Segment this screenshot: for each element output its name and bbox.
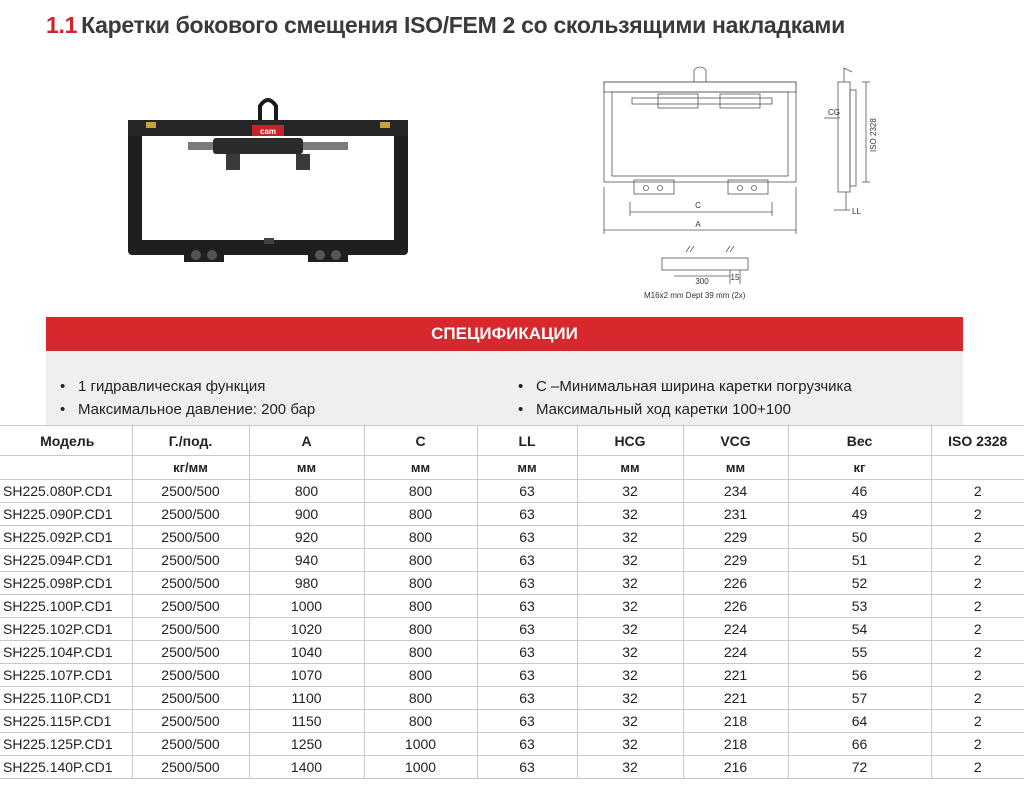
table-cell: 800 (364, 503, 477, 526)
table-cell: 800 (364, 572, 477, 595)
table-cell: 800 (249, 480, 364, 503)
table-cell: 46 (788, 480, 931, 503)
table-cell: 2 (931, 641, 1024, 664)
table-cell: 218 (683, 733, 788, 756)
table-cell: 32 (577, 526, 683, 549)
table-cell: 63 (477, 480, 577, 503)
col-unit: кг/мм (132, 456, 249, 480)
table-cell: 32 (577, 503, 683, 526)
model-cell: SH225.104P.CD1 (0, 641, 132, 664)
table-cell: 234 (683, 480, 788, 503)
table-cell: 49 (788, 503, 931, 526)
table-cell: 63 (477, 664, 577, 687)
dim-15: 15 (730, 273, 740, 282)
table-cell: 229 (683, 526, 788, 549)
table-cell: 2 (931, 526, 1024, 549)
table-cell: 2 (931, 549, 1024, 572)
model-cell: SH225.102P.CD1 (0, 618, 132, 641)
table-cell: 800 (364, 618, 477, 641)
table-cell: 55 (788, 641, 931, 664)
model-cell: SH225.092P.CD1 (0, 526, 132, 549)
table-cell: 1150 (249, 710, 364, 733)
col-header: ISO 2328 (931, 426, 1024, 456)
col-unit: мм (683, 456, 788, 480)
dim-note: M16x2 mm Dept 39 mm (2x) (644, 291, 746, 300)
col-header: HCG (577, 426, 683, 456)
col-unit (931, 456, 1024, 480)
table-row (0, 664, 1024, 687)
table-cell: 2 (931, 572, 1024, 595)
product-photo (118, 92, 418, 277)
table-cell: 800 (364, 595, 477, 618)
spec-item: • C –Минимальная ширина каретки погрузчика (518, 378, 852, 395)
table-cell: 64 (788, 710, 931, 733)
dim-300: 300 (695, 277, 709, 286)
table-cell: 66 (788, 733, 931, 756)
table-cell: 32 (577, 595, 683, 618)
technical-drawing (590, 62, 890, 307)
dim-iso: ISO 2328 (869, 118, 878, 152)
table-cell: 224 (683, 641, 788, 664)
table-row (0, 710, 1024, 733)
table-cell: 1100 (249, 687, 364, 710)
model-cell: SH225.090P.CD1 (0, 503, 132, 526)
table-cell: 2500/500 (132, 618, 249, 641)
table-cell: 63 (477, 595, 577, 618)
table-cell: 229 (683, 549, 788, 572)
col-header: Г./под. (132, 426, 249, 456)
table-cell: 1070 (249, 664, 364, 687)
table-row (0, 572, 1024, 595)
table-cell: 63 (477, 733, 577, 756)
spec-item: • 1 гидравлическая функция (60, 378, 266, 395)
table-cell: 920 (249, 526, 364, 549)
section-number: 1.1 (46, 12, 78, 38)
table-cell: 2500/500 (132, 480, 249, 503)
table-cell: 1040 (249, 641, 364, 664)
col-unit: мм (477, 456, 577, 480)
table-row (0, 641, 1024, 664)
model-cell: SH225.115P.CD1 (0, 710, 132, 733)
table-cell: 224 (683, 618, 788, 641)
table-cell: 52 (788, 572, 931, 595)
table-cell: 226 (683, 595, 788, 618)
table-cell: 800 (364, 641, 477, 664)
specs-table (0, 425, 1024, 779)
model-cell: SH225.098P.CD1 (0, 572, 132, 595)
table-row (0, 480, 1024, 503)
table-row (0, 756, 1024, 779)
table-cell: 2500/500 (132, 756, 249, 779)
table-row (0, 595, 1024, 618)
table-row (0, 526, 1024, 549)
page-title (46, 12, 845, 39)
col-unit: мм (249, 456, 364, 480)
table-cell: 32 (577, 572, 683, 595)
brand-logo: cam (259, 127, 277, 136)
table-cell: 2500/500 (132, 664, 249, 687)
model-cell: SH225.107P.CD1 (0, 664, 132, 687)
col-unit (0, 456, 132, 480)
table-cell: 63 (477, 756, 577, 779)
table-cell: 32 (577, 480, 683, 503)
table-cell: 63 (477, 572, 577, 595)
table-row (0, 503, 1024, 526)
table-cell: 32 (577, 687, 683, 710)
table-cell: 63 (477, 687, 577, 710)
table-cell: 2500/500 (132, 641, 249, 664)
table-cell: 800 (364, 710, 477, 733)
col-header: C (364, 426, 477, 456)
model-cell: SH225.125P.CD1 (0, 733, 132, 756)
table-cell: 50 (788, 526, 931, 549)
table-cell: 1000 (249, 595, 364, 618)
table-cell: 800 (364, 664, 477, 687)
dim-c: C (695, 201, 701, 210)
specs-heading: СПЕЦИФИКАЦИИ (46, 317, 963, 351)
table-cell: 57 (788, 687, 931, 710)
model-cell: SH225.080P.CD1 (0, 480, 132, 503)
col-header: Вес (788, 426, 931, 456)
table-cell: 32 (577, 733, 683, 756)
table-header-row (0, 426, 1024, 456)
table-cell: 2500/500 (132, 733, 249, 756)
table-cell: 56 (788, 664, 931, 687)
table-cell: 980 (249, 572, 364, 595)
table-cell: 32 (577, 618, 683, 641)
table-cell: 221 (683, 687, 788, 710)
dim-a: A (695, 220, 701, 229)
dim-ll: LL (852, 207, 861, 216)
table-cell: 63 (477, 618, 577, 641)
table-cell: 32 (577, 549, 683, 572)
table-cell: 2500/500 (132, 549, 249, 572)
table-row (0, 549, 1024, 572)
table-cell: 231 (683, 503, 788, 526)
table-cell: 218 (683, 710, 788, 733)
table-cell: 2500/500 (132, 503, 249, 526)
dim-cg: CG (828, 108, 840, 117)
table-cell: 226 (683, 572, 788, 595)
table-cell: 216 (683, 756, 788, 779)
table-cell: 1400 (249, 756, 364, 779)
table-cell: 32 (577, 756, 683, 779)
col-header: VCG (683, 426, 788, 456)
spec-item: • Максимальный ход каретки 100+100 (518, 401, 791, 418)
table-cell: 72 (788, 756, 931, 779)
model-cell: SH225.110P.CD1 (0, 687, 132, 710)
table-cell: 2500/500 (132, 526, 249, 549)
table-cell: 32 (577, 641, 683, 664)
table-cell: 2 (931, 480, 1024, 503)
model-cell: SH225.094P.CD1 (0, 549, 132, 572)
col-header: A (249, 426, 364, 456)
table-units-row (0, 456, 1024, 480)
table-cell: 800 (364, 687, 477, 710)
table-cell: 2 (931, 687, 1024, 710)
model-cell: SH225.140P.CD1 (0, 756, 132, 779)
table-cell: 2 (931, 710, 1024, 733)
table-cell: 53 (788, 595, 931, 618)
table-cell: 63 (477, 641, 577, 664)
table-cell: 221 (683, 664, 788, 687)
table-row (0, 687, 1024, 710)
table-cell: 2500/500 (132, 710, 249, 733)
section-title: Каретки бокового смещения ISO/FEM 2 со скользящими накладками (81, 12, 845, 38)
table-cell: 2 (931, 503, 1024, 526)
table-cell: 51 (788, 549, 931, 572)
table-cell: 2500/500 (132, 572, 249, 595)
table-cell: 2 (931, 595, 1024, 618)
table-cell: 800 (364, 480, 477, 503)
table-cell: 940 (249, 549, 364, 572)
table-cell: 2 (931, 618, 1024, 641)
col-unit: кг (788, 456, 931, 480)
spec-item: • Максимальное давление: 200 бар (60, 401, 316, 418)
table-cell: 800 (364, 526, 477, 549)
table-cell: 32 (577, 710, 683, 733)
table-cell: 2500/500 (132, 687, 249, 710)
table-cell: 2 (931, 733, 1024, 756)
table-cell: 900 (249, 503, 364, 526)
table-cell: 32 (577, 664, 683, 687)
table-cell: 1250 (249, 733, 364, 756)
table-cell: 63 (477, 710, 577, 733)
table-cell: 2 (931, 756, 1024, 779)
table-cell: 54 (788, 618, 931, 641)
table-cell: 2500/500 (132, 595, 249, 618)
table-cell: 63 (477, 549, 577, 572)
table-cell: 1000 (364, 733, 477, 756)
table-cell: 63 (477, 503, 577, 526)
col-unit: мм (577, 456, 683, 480)
table-cell: 1000 (364, 756, 477, 779)
table-cell: 63 (477, 526, 577, 549)
table-cell: 1020 (249, 618, 364, 641)
col-unit: мм (364, 456, 477, 480)
col-header: LL (477, 426, 577, 456)
table-cell: 2 (931, 664, 1024, 687)
table-row (0, 733, 1024, 756)
col-header: Модель (0, 426, 132, 456)
table-row (0, 618, 1024, 641)
table-cell: 800 (364, 549, 477, 572)
model-cell: SH225.100P.CD1 (0, 595, 132, 618)
